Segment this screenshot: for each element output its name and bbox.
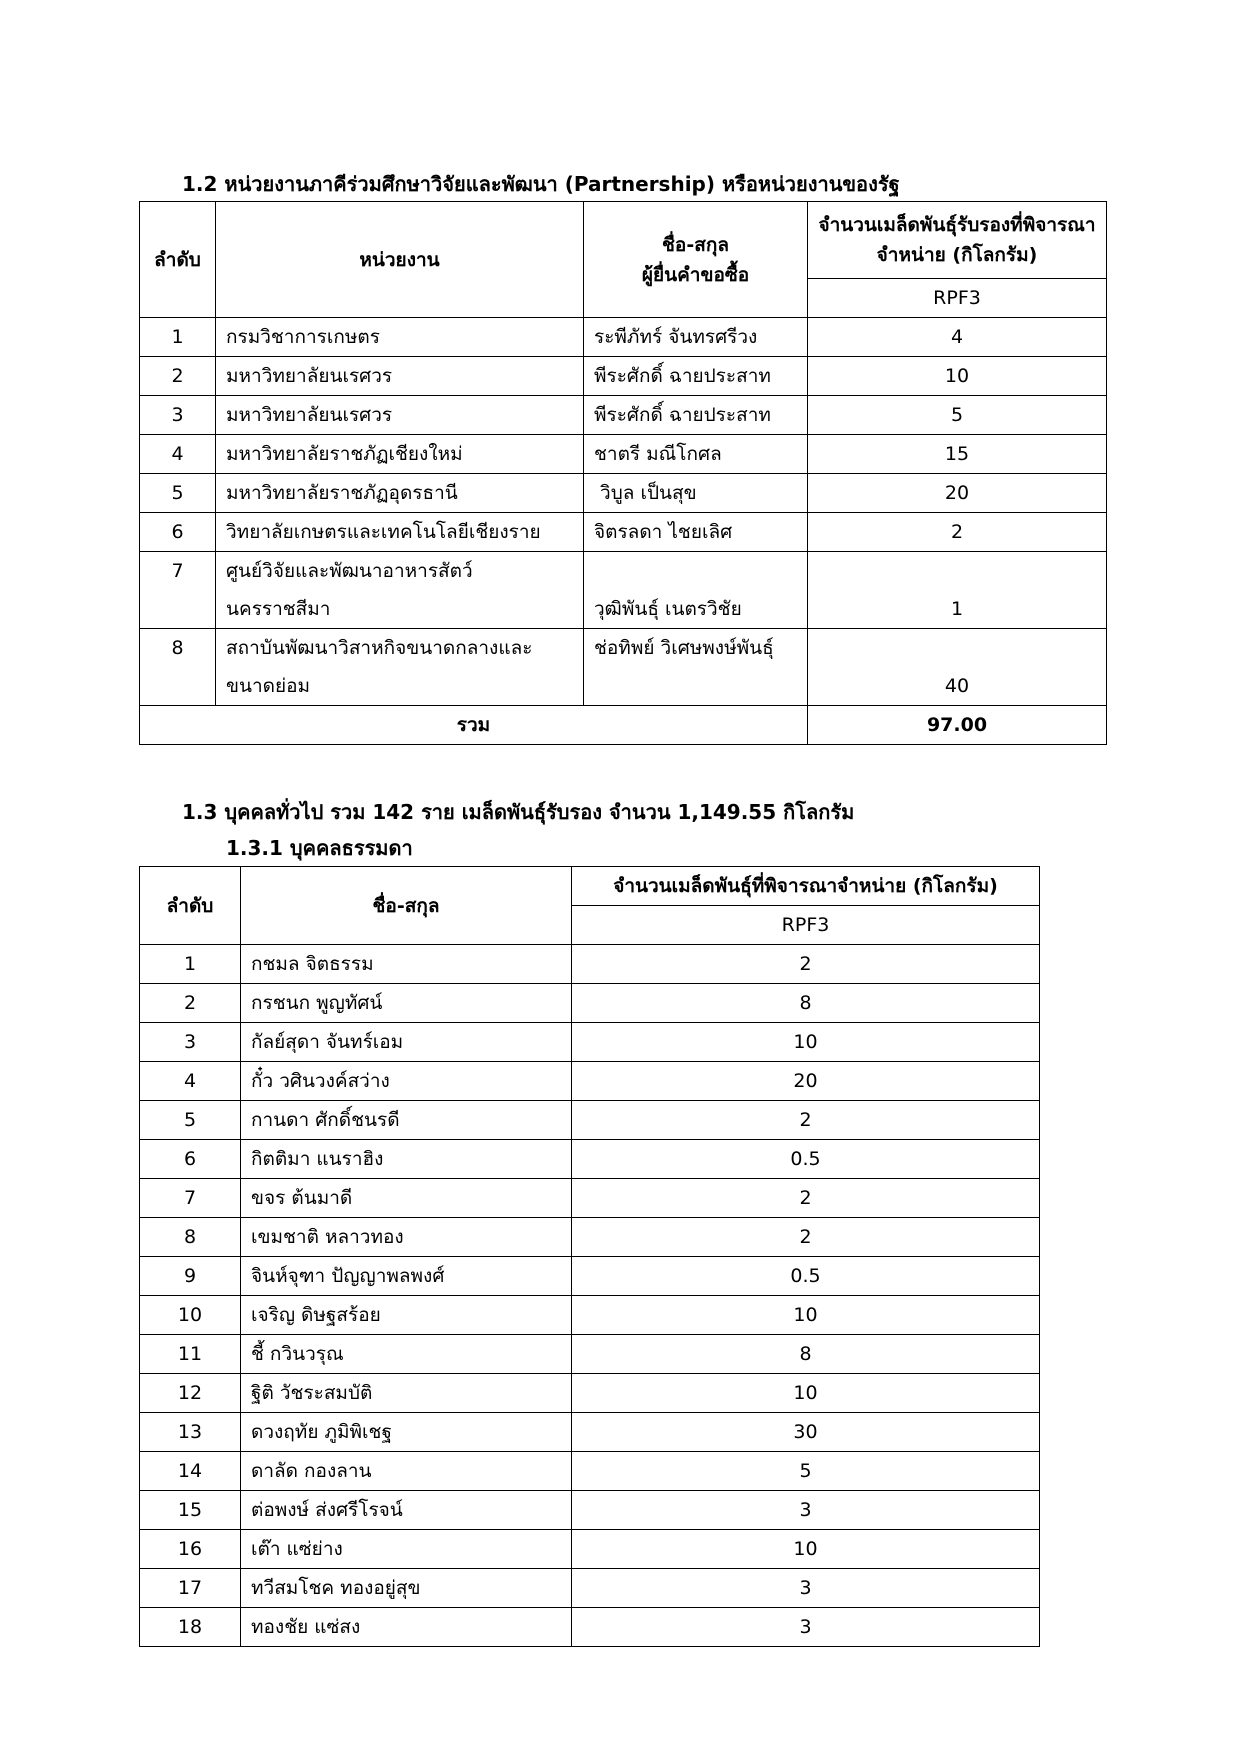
cell-name: วุฒิพันธุ์ เนตรวิชัย	[584, 552, 808, 629]
cell-name: จินห์จุฑา ปัญญาพลพงศ์	[241, 1257, 572, 1296]
cell-qty: 2	[572, 1101, 1040, 1140]
total-label: รวม	[140, 706, 808, 745]
cell-agency: มหาวิทยาลัยนเรศวร	[216, 357, 584, 396]
table-row	[140, 1413, 1040, 1452]
cell-agency: สถาบันพัฒนาวิสาหกิจขนาดกลางและขนาดย่อม	[216, 629, 584, 706]
cell-qty: 2	[572, 945, 1040, 984]
cell-qty: 40	[808, 629, 1107, 706]
cell-no: 2	[140, 357, 216, 396]
table-row	[140, 552, 1107, 629]
cell-name: ดวงฤทัย ภูมิพิเชฐ	[241, 1413, 572, 1452]
cell-name: กานดา ศักดิ์ชนรดี	[241, 1101, 572, 1140]
table-row	[140, 1218, 1040, 1257]
cell-no: 7	[140, 1179, 241, 1218]
cell-qty: 10	[572, 1023, 1040, 1062]
cell-no: 8	[140, 1218, 241, 1257]
cell-name: ขจร ต้นมาดี	[241, 1179, 572, 1218]
cell-qty: 20	[572, 1062, 1040, 1101]
table-row	[140, 318, 1107, 357]
cell-name: ฐิติ วัชระสมบัติ	[241, 1374, 572, 1413]
cell-name: กรชนก พูญทัศน์	[241, 984, 572, 1023]
cell-no: 1	[140, 945, 241, 984]
cell-qty: 2	[808, 513, 1107, 552]
cell-agency: ศูนย์วิจัยและพัฒนาอาหารสัตว์นครราชสีมา	[216, 552, 584, 629]
cell-qty: 5	[572, 1452, 1040, 1491]
cell-qty: 30	[572, 1413, 1040, 1452]
table-row	[140, 1257, 1040, 1296]
header-name	[584, 202, 808, 318]
cell-agency: มหาวิทยาลัยราชภัฏเชียงใหม่	[216, 435, 584, 474]
header-qty: จำนวนเมล็ดพันธุ์รับรองที่พิจารณาจำหน่าย (กิโลกรัม)	[808, 202, 1107, 279]
cell-name: ทวีสมโชค ทองอยู่สุข	[241, 1569, 572, 1608]
cell-no: 13	[140, 1413, 241, 1452]
table-row	[140, 629, 1107, 706]
cell-qty: 1	[808, 552, 1107, 629]
cell-no: 4	[140, 435, 216, 474]
header-no: ลำดับ	[140, 867, 241, 945]
cell-name: ช่อทิพย์ วิเศษพงษ์พันธุ์	[584, 629, 808, 706]
cell-no: 10	[140, 1296, 241, 1335]
cell-no: 9	[140, 1257, 241, 1296]
table-row	[140, 1569, 1040, 1608]
total-value: 97.00	[808, 706, 1107, 745]
cell-name: พีระศักดิ์ ฉายประสาท	[584, 357, 808, 396]
table-row	[140, 1530, 1040, 1569]
cell-name: เจริญ ดิษฐสร้อย	[241, 1296, 572, 1335]
cell-name: จิตรลดา ไชยเลิศ	[584, 513, 808, 552]
cell-qty: 0.5	[572, 1140, 1040, 1179]
table-row	[140, 1608, 1040, 1647]
table-row	[140, 1023, 1040, 1062]
total-row	[140, 706, 1107, 745]
table-row	[140, 984, 1040, 1023]
header-name-line2: ผู้ยื่นคำขอซื้อ	[641, 263, 750, 286]
cell-no: 1	[140, 318, 216, 357]
cell-qty: 20	[808, 474, 1107, 513]
cell-name: ระพีภัทร์ จันทรศรีวง	[584, 318, 808, 357]
cell-no: 3	[140, 396, 216, 435]
table-row	[140, 1101, 1040, 1140]
cell-qty: 10	[572, 1374, 1040, 1413]
cell-name: ต่อพงษ์ ส่งศรีโรจน์	[241, 1491, 572, 1530]
header-name-line1: ชื่อ-สกุล	[662, 233, 729, 256]
table-row	[140, 1296, 1040, 1335]
cell-no: 14	[140, 1452, 241, 1491]
table-row	[140, 474, 1107, 513]
table-row	[140, 945, 1040, 984]
cell-no: 7	[140, 552, 216, 629]
cell-qty: 2	[572, 1179, 1040, 1218]
cell-qty: 3	[572, 1491, 1040, 1530]
header-variety: RPF3	[808, 279, 1107, 318]
table-row	[140, 513, 1107, 552]
table-row	[140, 1374, 1040, 1413]
cell-qty: 4	[808, 318, 1107, 357]
cell-agency: มหาวิทยาลัยราชภัฏอุดรธานี	[216, 474, 584, 513]
cell-name: พีระศักดิ์ ฉายประสาท	[584, 396, 808, 435]
cell-qty: 15	[808, 435, 1107, 474]
individuals-table	[139, 866, 1040, 1647]
cell-no: 15	[140, 1491, 241, 1530]
cell-no: 6	[140, 513, 216, 552]
cell-name: ชี้ กวินวรุณ	[241, 1335, 572, 1374]
header-variety: RPF3	[572, 906, 1040, 945]
cell-qty: 5	[808, 396, 1107, 435]
cell-name: กชมล จิตธรรม	[241, 945, 572, 984]
cell-no: 3	[140, 1023, 241, 1062]
cell-no: 5	[140, 1101, 241, 1140]
header-qty: จำนวนเมล็ดพันธุ์ที่พิจารณาจำหน่าย (กิโลกรัม)	[572, 867, 1040, 906]
table-row	[140, 1452, 1040, 1491]
cell-name: วิบูล เป็นสุข	[584, 474, 808, 513]
cell-no: 17	[140, 1569, 241, 1608]
table-row	[140, 357, 1107, 396]
header-agency: หน่วยงาน	[216, 202, 584, 318]
cell-name: เต๊า แซ่ย่าง	[241, 1530, 572, 1569]
cell-agency: กรมวิชาการเกษตร	[216, 318, 584, 357]
partnership-table	[139, 201, 1107, 745]
header-name: ชื่อ-สกุล	[241, 867, 572, 945]
section-1-2-heading: 1.2 หน่วยงานภาคีร่วมศึกษาวิจัยและพัฒนา (Partnership) หรือหน่วยงานของรัฐ	[182, 172, 900, 196]
section-1-3-1-subheading: 1.3.1 บุคคลธรรมดา	[226, 836, 413, 860]
cell-agency: มหาวิทยาลัยนเรศวร	[216, 396, 584, 435]
cell-qty: 8	[572, 984, 1040, 1023]
cell-no: 8	[140, 629, 216, 706]
cell-qty: 10	[572, 1530, 1040, 1569]
cell-name: กิตติมา แนราฮิง	[241, 1140, 572, 1179]
table-row	[140, 1491, 1040, 1530]
table-row	[140, 1062, 1040, 1101]
cell-qty: 3	[572, 1608, 1040, 1647]
table-row	[140, 1140, 1040, 1179]
cell-name: ดาลัด กองลาน	[241, 1452, 572, 1491]
cell-no: 2	[140, 984, 241, 1023]
cell-agency: วิทยาลัยเกษตรและเทคโนโลยีเชียงราย	[216, 513, 584, 552]
cell-qty: 10	[572, 1296, 1040, 1335]
cell-no: 12	[140, 1374, 241, 1413]
cell-no: 11	[140, 1335, 241, 1374]
cell-name: ชาตรี มณีโกศล	[584, 435, 808, 474]
cell-no: 6	[140, 1140, 241, 1179]
table-row	[140, 435, 1107, 474]
cell-qty: 3	[572, 1569, 1040, 1608]
cell-qty: 8	[572, 1335, 1040, 1374]
table-row	[140, 396, 1107, 435]
table-row	[140, 1335, 1040, 1374]
cell-no: 18	[140, 1608, 241, 1647]
cell-name: กั๋ว วศินวงค์สว่าง	[241, 1062, 572, 1101]
cell-no: 5	[140, 474, 216, 513]
cell-qty: 2	[572, 1218, 1040, 1257]
cell-qty: 0.5	[572, 1257, 1040, 1296]
cell-no: 16	[140, 1530, 241, 1569]
cell-name: ทองชัย แซ่สง	[241, 1608, 572, 1647]
cell-qty: 10	[808, 357, 1107, 396]
cell-name: กัลย์สุดา จันทร์เอม	[241, 1023, 572, 1062]
table-row	[140, 1179, 1040, 1218]
cell-name: เขมชาติ หลาวทอง	[241, 1218, 572, 1257]
header-no: ลำดับ	[140, 202, 216, 318]
cell-no: 4	[140, 1062, 241, 1101]
section-1-3-heading: 1.3 บุคคลทั่วไป รวม 142 ราย เมล็ดพันธุ์รับรอง จำนวน 1,149.55 กิโลกรัม	[182, 800, 855, 824]
